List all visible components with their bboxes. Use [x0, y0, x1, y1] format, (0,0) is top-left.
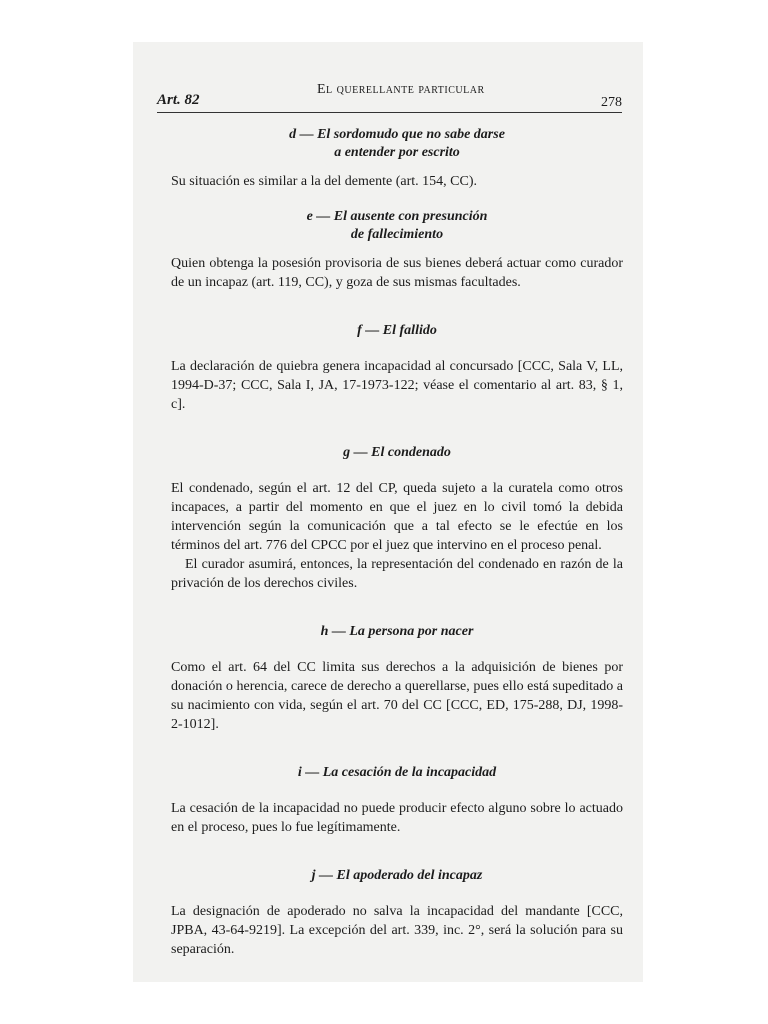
section-heading: i — La cesación de la incapacidad: [297, 765, 497, 780]
section-paragraph: La cesación de la incapacidad no puede producir efecto alguno sobre lo actuado en el proceso, pues lo fue legítimamente.: [171, 801, 623, 835]
section-paragraph: El curador asumirá, entonces, la representación del condenado en razón de la privación de los derechos civiles.: [171, 557, 623, 591]
section-paragraph: La declaración de quiebra genera incapacidad al concursado [CCC, Sala V, LL, 1994-D-37; CCC, Sala I, JA, 17-1973-122; véase el comentario al art. 83, § 1, c].: [171, 359, 623, 412]
section-heading-line2: de fallecimiento: [350, 227, 444, 242]
section-e: [171, 208, 623, 292]
section-paragraph: El condenado, según el art. 12 del CP, queda sujeto a la curatela como otros incapaces, a partir del momento en que el juez en lo civil tomó la debida intervención según la comunicación que a tal efecto se le efectúe en los términos del art. 776 del CPCC por el juez que intervino en el proceso penal.: [171, 481, 623, 553]
section-heading: f — El fallido: [357, 323, 437, 338]
page-number: 278: [601, 95, 622, 110]
section-paragraph: Su situación es similar a la del demente (art. 154, CC).: [171, 174, 477, 189]
section-h: [171, 623, 623, 734]
book-page: [133, 42, 643, 982]
section-heading-line2: a entender por escrito: [334, 145, 460, 160]
section-d: [171, 126, 623, 191]
article-label: Art. 82: [157, 92, 200, 108]
section-heading: d — El sordomudo que no sabe darse: [289, 127, 505, 142]
section-heading: j — El apoderado del incapaz: [311, 868, 483, 883]
header-rule: [157, 112, 622, 113]
page-header: [157, 82, 622, 122]
running-title: El querellante particular: [317, 82, 485, 97]
section-j: [171, 867, 623, 959]
section-paragraph: La designación de apoderado no salva la incapacidad del mandante [CCC, JPBA, 43-64-9219]. La excepción del art. 339, inc. 2°, será la solución para su separación.: [171, 904, 623, 957]
section-g: [171, 444, 623, 593]
page-body: [171, 126, 623, 959]
section-f: [171, 322, 623, 414]
section-heading: e — El ausente con presunción: [306, 209, 488, 224]
section-i: [171, 764, 623, 837]
section-heading: h — La persona por nacer: [320, 624, 474, 639]
section-paragraph: Quien obtenga la posesión provisoria de sus bienes deberá actuar como curador de un incapaz (art. 119, CC), y goza de sus mismas facultades.: [171, 256, 623, 290]
section-heading: g — El condenado: [343, 445, 451, 460]
section-paragraph: Como el art. 64 del CC limita sus derechos a la adquisición de bienes por donación o herencia, carece de derecho a querellarse, pues ello está supeditado a su nacimiento con vida, según el art. 70 del CC [CCC, ED, 175-288, DJ, 1998-2-1012].: [171, 660, 623, 732]
